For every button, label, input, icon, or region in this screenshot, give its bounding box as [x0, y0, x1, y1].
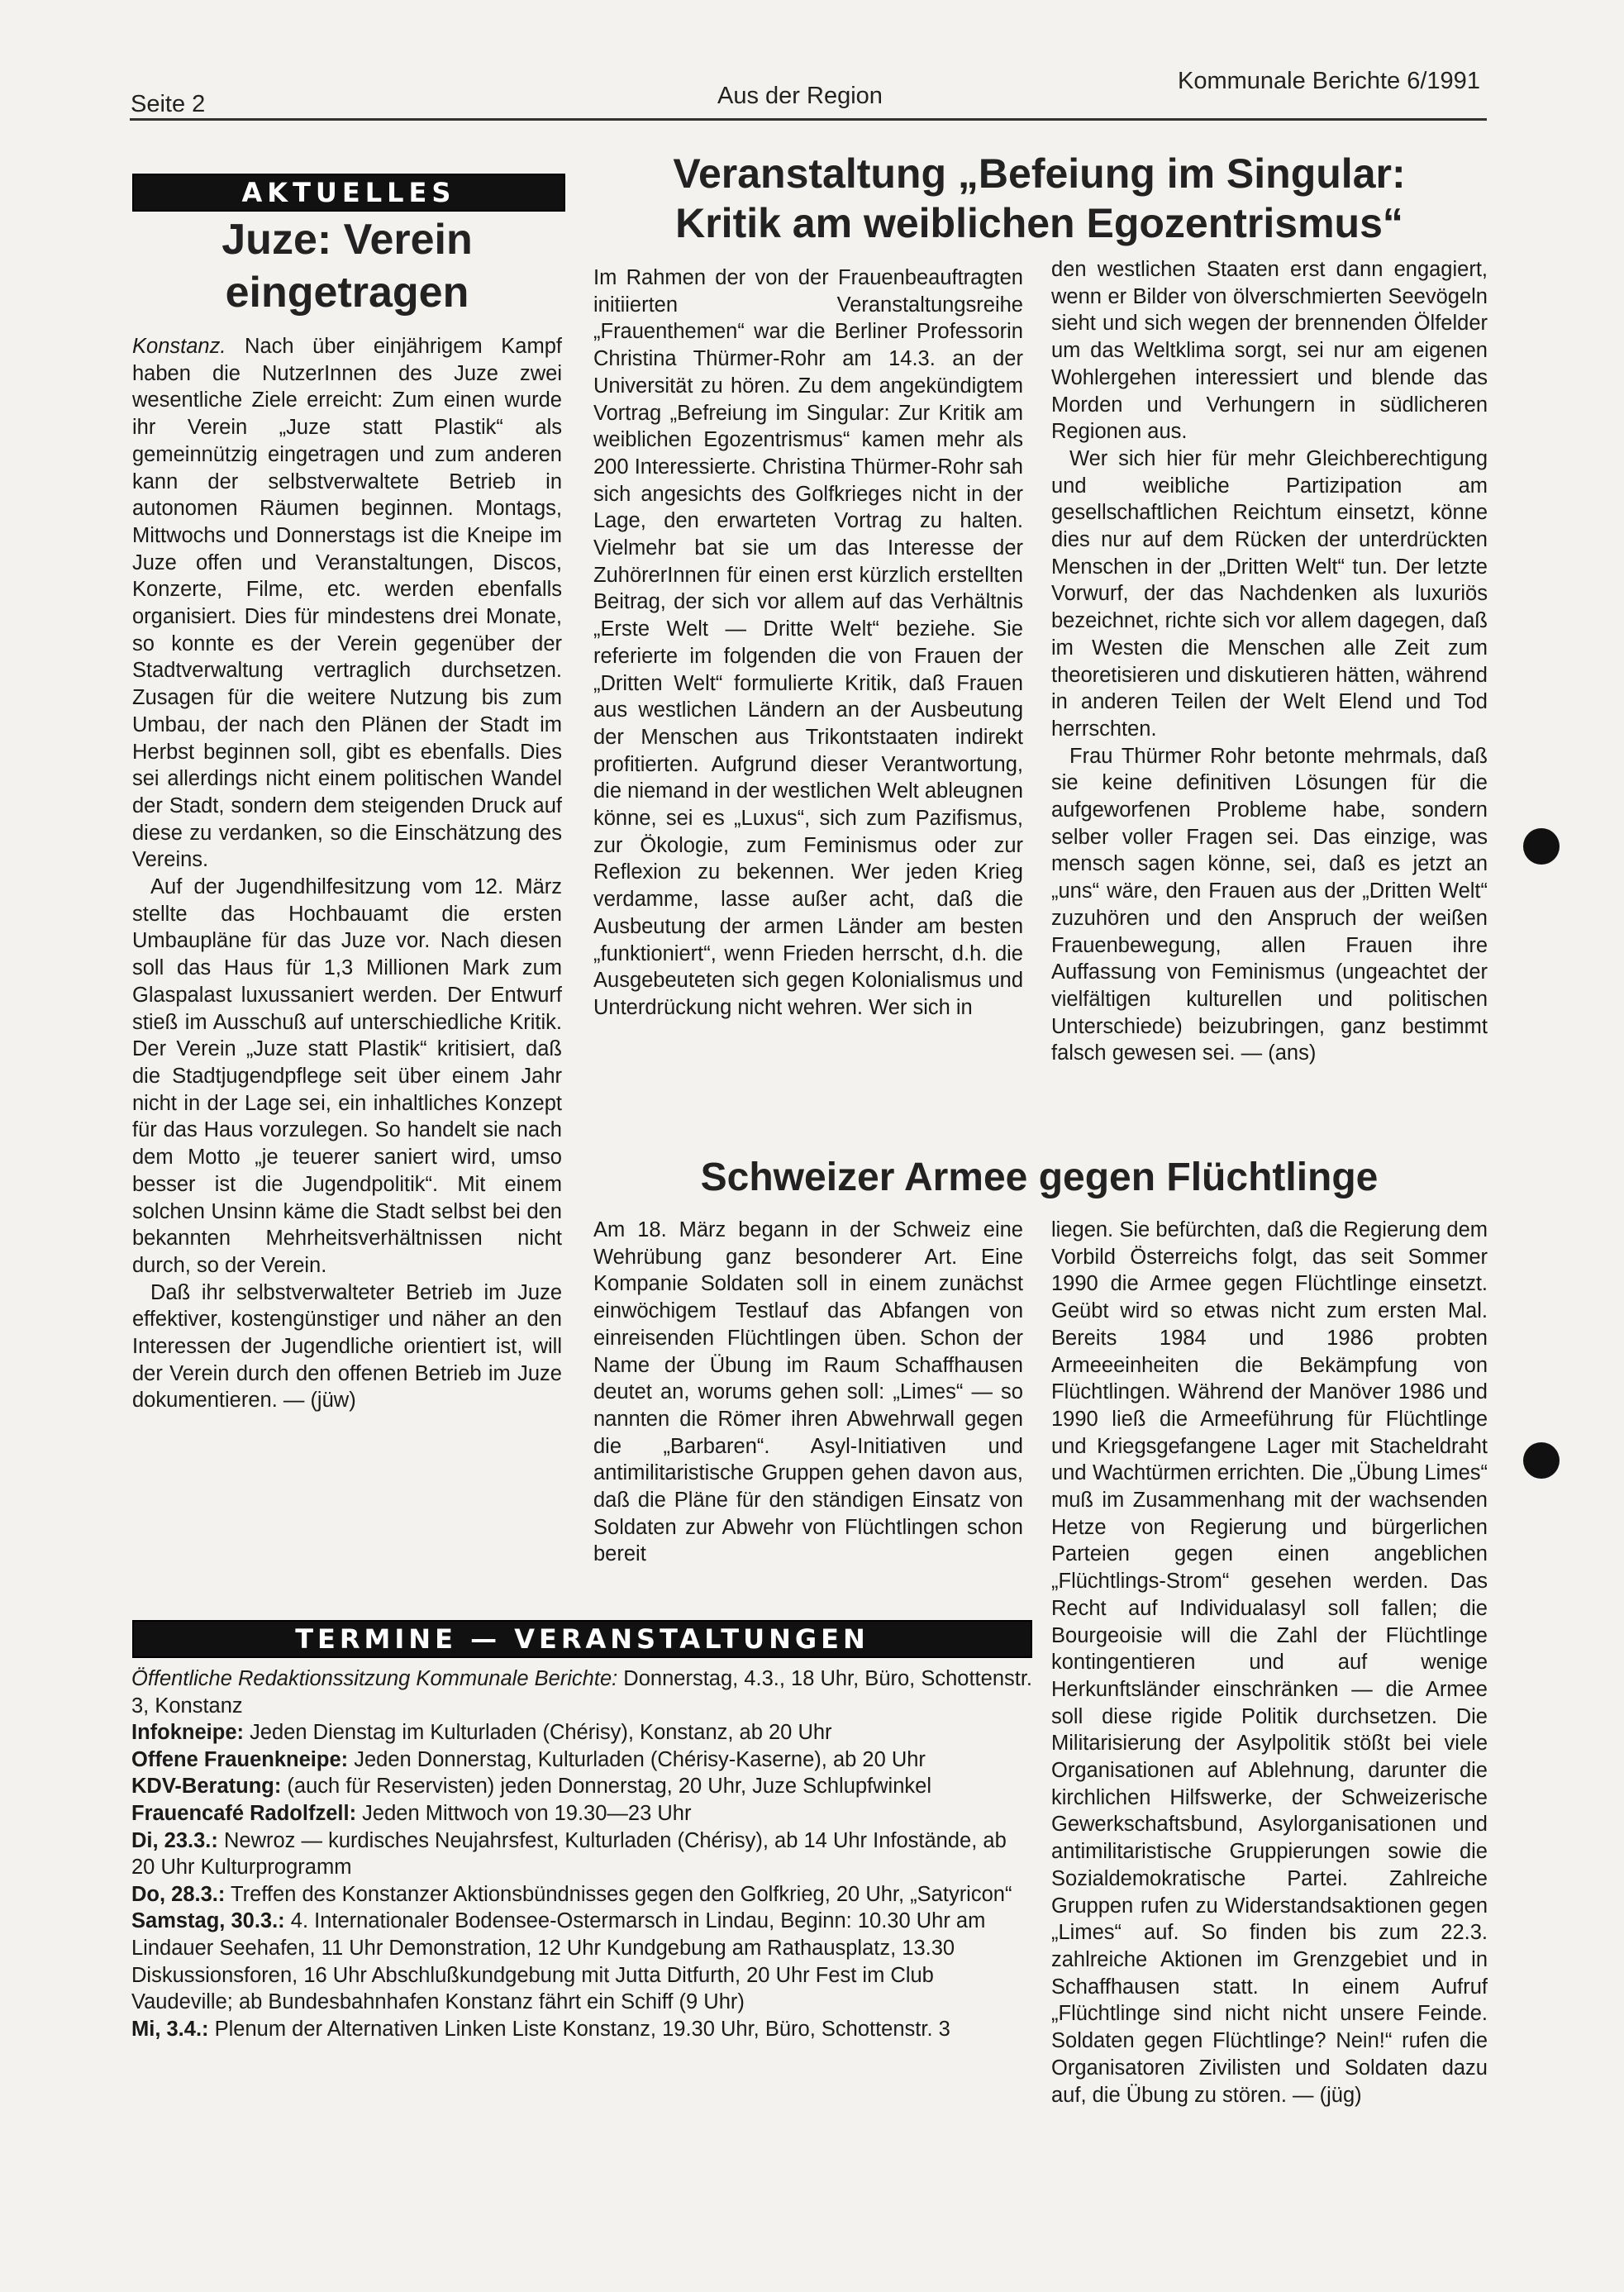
- juze-headline-line1: Juze: Verein: [221, 216, 473, 264]
- kicker-aktuelles: AKTUELLES: [132, 174, 565, 212]
- page-number: Seite 2: [131, 91, 206, 117]
- befeiung-headline: [591, 149, 1488, 248]
- header-rule: [130, 118, 1487, 121]
- termine-entry: Öffentliche Redaktionssitzung Kommunale Berichte: Donnerstag, 4.3., 18 Uhr, Büro, Schottenstr. 3, Konstanz: [131, 1667, 1032, 1718]
- befeiung-column-1: [593, 264, 1023, 1108]
- termine-entry: Do, 28.3.: Treffen des Konstanzer Aktionsbündnisses gegen den Golfkrieg, 20 Uhr, „Satyricon“: [131, 1882, 1012, 1906]
- armee-headline: Schweizer Armee gegen Flüchtlinge: [700, 1156, 1379, 1199]
- befeiung-paragraph: Wer sich hier für mehr Gleichberechtigung und weibliche Partizipation am gesellschaftlichen Reichtum einsetzt, könne dies nur auf dem Rücken der unterdrückten Menschen in der „Dritten Welt“ tun. Der letzte Vorwurf, der das Nachdenken als luxuriös bezeichnet, richte sich vor allem dagegen, daß im Westen die Menschen alle Zeit zum theoretisieren und diskutieren hätten, während in anderen Teilen der Welt Elend und Tod herrschten.: [1051, 446, 1488, 741]
- juze-paragraph: Konstanz. Nach über einjährigem Kampf haben die NutzerInnen des Juze zwei wesentliche Ziele erreicht: Zum einen wurde ihr Verein „Juze statt Plastik“ als gemeinnützig eingetragen und zum anderen kann der selbstverwaltete Betrieb in autonomen Räumen beginnen. Montags, Mittwochs und Donnerstags ist die Kneipe im Juze offen und Veranstaltungen, Discos, Konzerte, Filme, etc. werden ebenfalls organisiert. Dies für mindestens drei Monate, so konnte es der Verein gegenüber der Stadtverwaltung vertraglich durchsetzen. Zusagen für die weitere Nutzung bis zum Umbau, der nach den Plänen der Stadt im Herbst beginnen soll, gibt es ebenfalls. Dies sei allerdings nicht einem politischen Wandel der Stadt, sondern dem steigenden Druck auf diese zu verdanken, so die Einschätzung des Vereins.: [132, 335, 562, 872]
- termine-entry: Mi, 3.4.: Plenum der Alternativen Linken Liste Konstanz, 19.30 Uhr, Büro, Schottenstr. 3: [131, 2017, 950, 2041]
- befeiung-headline-line2: Kritik am weiblichen Egozentrismus“: [675, 200, 1403, 246]
- armee-paragraph: Am 18. März begann in der Schweiz eine Wehrübung ganz besonderer Art. Eine Kompanie Soldaten soll in einem zunächst einwöchigem Testlauf das Abfangen von einreisenden Flüchtlingen üben. Schon der Name der Übung im Raum Schaffhausen deutet an, worums gehen soll: „Limes“ — so nannten die Römer ihren Abwehrwall gegen die „Barbaren“. Asyl-Initiativen und antimilitaristische Gruppen gehen davon aus, daß die Pläne für den ständigen Einsatz von Soldaten zur Abwehr von Flüchtlingen schon bereit: [593, 1218, 1023, 1566]
- armee-column-2: [1051, 1217, 1488, 2217]
- juze-paragraph: Daß ihr selbstverwalteter Betrieb im Juze effektiver, kostengünstiger und näher an den Interessen der Jugendliche orientiert ist, will der Verein durch den offenen Betrieb im Juze dokumentieren. — (jüw): [132, 1280, 562, 1413]
- termine-entry: Infokneipe: Jeden Dienstag im Kulturladen (Chérisy), Konstanz, ab 20 Uhr: [131, 1721, 832, 1745]
- juze-paragraph: Auf der Jugendhilfesitzung vom 12. März stellte das Hochbauamt die ersten Umbaupläne für das Juze vor. Nach diesen soll das Haus für 1,3 Millionen Mark zum Glaspalast luxussaniert werden. Der Entwurf stieß im Ausschuß auf unterschiedliche Kritik. Der Verein „Juze statt Plastik“ kritisiert, daß die Stadtjugendpflege seit über einem Jahr nicht in der Lage sei, ein inhaltliches Konzept für das Haus vorzulegen. So handelt sie nach dem Motto „je teuerer saniert wird, umso besser ist die Jugendpolitik“. Mit einem solchen Unsinn käme die Stadt selbst bei den bekannten Mehrheitsverhältnissen nicht durch, so der Verein.: [132, 875, 562, 1277]
- termine-list: [131, 1665, 1032, 2228]
- termine-entry: Samstag, 30.3.: 4. Internationaler Bodensee-Ostermarsch in Lindau, Beginn: 10.30 Uhr am Lindauer Seehafen, 11 Uhr Demonstration, 12 Uhr Kundgebung am Rathausplatz, 13.30 Diskussionsforen, 16 Uhr Abschlußkundgebung mit Jutta Ditfurth, 20 Uhr Fest im Club Vaudeville; ab Bundesbahnhafen Konstanz fährt ein Schiff (9 Uhr): [131, 1909, 986, 2014]
- publication-title: Kommunale Berichte 6/1991: [1178, 68, 1480, 94]
- juze-headline: [132, 213, 562, 319]
- juze-article-body: [132, 333, 562, 1598]
- juze-dateline: Konstanz.: [132, 335, 226, 358]
- befeiung-paragraph: Im Rahmen der von der Frauenbeauftragten initiierten Veranstaltungsreihe „Frauenthemen“ war die Berliner Professorin Christina Thürmer-Rohr am 14.3. an der Universität zu hören. Zu dem angekündigtem Vortrag „Befreiung im Singular: Zur Kritik am weiblichen Egozentrismus“ kamen mehr als 200 Interessierte. Christina Thürmer-Rohr sah sich angesichts des Golfkrieges nicht in der Lage, den erwarteten Vortrag zu halten. Vielmehr bat sie um das Interesse der ZuhörerInnen für einen erst kürzlich erstellten Beitrag, der sich vor allem auf das Verhältnis „Erste Welt — Dritte Welt“ beziehe. Sie referierte im folgenden die von Frauen der „Dritten Welt“ formulierte Kritik, daß Frauen aus westlichen Ländern an der Ausbeutung der Menschen aus Trikontstaaten indirekt profitierten. Aufgrund dieser Verantwortung, die niemand in der westlichen Welt ableugnen könne, sei es „Luxus“, sich zum Pazifismus, zur Ökologie, zum Feminismus oder zur Reflexion zu bekennen. Wer jeden Krieg verdamme, lasse außer acht, daß die Ausbeutung der armen Länder am besten „funktioniert“, wenn Frieden herrscht, d.h. die Ausgebeuteten sich gegen Kolonialismus und Unterdrückung nicht wehren. Wer sich in: [593, 266, 1023, 1019]
- befeiung-headline-line1: Veranstaltung „Befeiung im Singular:: [673, 150, 1406, 197]
- termine-entry: Di, 23.3.: Newroz — kurdisches Neujahrsfest, Kulturladen (Chérisy), ab 14 Uhr Infostände, ab 20 Uhr Kulturprogramm: [131, 1828, 1007, 1880]
- befeiung-paragraph: Frau Thürmer Rohr betonte mehrmals, daß sie keine definitiven Lösungen für die aufgeworfenen Probleme habe, sondern selber voller Fragen sei. Das einzige, was mensch sagen könne, sei, daß es jetzt an „uns“ wäre, den Frauen aus der „Dritten Welt“ zuzuhören und den Anspruch der weißen Frauenbewegung, allen Frauen ihre Auffassung von Feminismus (ungeachtet der vielfältigen kulturellen und politischen Unterschiede) beizubringen, ganz bestimmt falsch gewesen sei. — (ans): [1051, 744, 1488, 1065]
- termine-entry: Offene Frauenkneipe: Jeden Donnerstag, Kulturladen (Chérisy-Kaserne), ab 20 Uhr: [131, 1747, 926, 1771]
- section-title: Aus der Region: [717, 83, 883, 109]
- termine-entry: Frauencafé Radolfzell: Jeden Mittwoch von 19.30—23 Uhr: [131, 1801, 692, 1825]
- juze-headline-line2: eingetragen: [225, 269, 469, 317]
- befeiung-column-2: [1051, 256, 1488, 1124]
- termine-entry: KDV-Beratung: (auch für Reservisten) jeden Donnerstag, 20 Uhr, Juze Schlupfwinkel: [131, 1775, 931, 1799]
- armee-column-1: [593, 1217, 1023, 1580]
- binder-hole-top: [1523, 828, 1560, 865]
- befeiung-paragraph: den westlichen Staaten erst dann engagiert, wenn er Bilder von ölverschmierten Seevögeln sieht und sich wegen der brennenden Ölfelder um das Weltklima sorgt, sei nur am eigenen Wohlergehen interessiert und blende das Morden und Verhungern in südlicheren Regionen aus.: [1051, 258, 1488, 444]
- binder-hole-bottom: [1523, 1442, 1560, 1479]
- kicker-termine: TERMINE — VERANSTALTUNGEN: [132, 1620, 1032, 1658]
- armee-paragraph: liegen. Sie befürchten, daß die Regierung dem Vorbild Österreichs folgt, das seit Sommer 1990 die Armee gegen Flüchtlinge einsetzt. Geübt wird so etwas nicht zum ersten Mal. Bereits 1984 und 1986 probten Armeeeinheiten die Bekämpfung von Flüchtlingen. Während der Manöver 1986 und 1990 ließ die Armeeführung für Flüchtlinge und Kriegsgefangene Lager mit Stacheldraht und Wachtürmen errichten. Die „Übung Limes“ muß im Zusammenhang mit der wachsenden Hetze von Regierung und bürgerlichen Parteien gegen einen angeblichen „Flüchtlings-Strom“ gesehen werden. Das Recht auf Individualasyl soll fallen; die Bourgeoisie will die Zahl der Flüchtlinge kontingentieren und auf wenige Herkunftsländer einschränken — die Armee soll diese rigide Politik durchsetzen. Die Militarisierung der Asylpolitik stößt bei viele Organisationen auf Ablehnung, darunter die kirchlichen Hilfswerke, der Schweizerische Gewerkschaftsbund, Asylorganisationen und antimilitaristische Gruppierungen sowie die Sozialdemokratische Partei. Zahlreiche Gruppen rufen zu Widerstandsaktionen gegen „Limes“ auf. So finden bis zum 22.3. zahlreiche Aktionen im Grenzgebiet und in Schaffhausen statt. In einem Aufruf „Flüchtlinge sind nicht nicht unsere Feinde. Soldaten gegen Flüchtlinge? Nein!“ rufen die Organisatoren Zivilisten und Soldaten dazu auf, die Übung zu stören. — (jüg): [1051, 1218, 1488, 2107]
